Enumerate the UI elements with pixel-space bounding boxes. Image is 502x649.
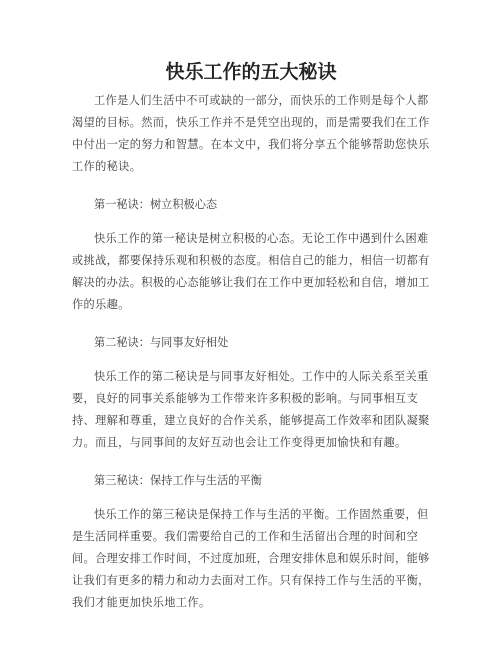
document-title: 快乐工作的五大秘诀 [165,61,337,83]
section-1-body: 快乐工作的第一秘诀是树立积极的心态。无论工作中遇到什么困难或挑战，都要保持乐观和积极的态度。相信自己的能力，相信一切都有解决的办法。积极的心态能够让我们在工作中更加轻松和自信，增加工作的乐趣。 [72,232,430,311]
section-3-body: 快乐工作的第三秘诀是保持工作与生活的平衡。工作固然重要，但是生活同样重要。我们需要给自己的工作和生活留出合理的时间和空间。合理安排工作时间，不过度加班，合理安排休息和娱乐时间，能够让我们有更多的精力和动力去面对工作。只有保持工作与生活的平衡，我们才能更加快乐地工作。 [72,508,430,609]
section-2-heading: 第二秘诀：与同事友好相处 [94,336,229,349]
section-3-heading: 第三秘诀：保持工作与生活的平衡 [94,474,262,487]
intro-paragraph: 工作是人们生活中不可或缺的一部分，而快乐的工作则是每个人都渴望的目标。然而，快乐工作并不是凭空出现的，而是需要我们在工作中付出一定的努力和智慧。在本文中，我们将分享五个能够帮助您快乐工作的秘诀。 [72,94,430,173]
section-2-body: 快乐工作的第二秘诀是与同事友好相处。工作中的人际关系至关重要，良好的同事关系能够为工作带来许多积极的影响。与同事相互支持、理解和尊重，建立良好的合作关系，能够提高工作效率和团队凝聚力。而且，与同事间的友好互动也会让工作变得更加愉快和有趣。 [72,370,430,449]
section-1-heading: 第一秘诀：树立积极心态 [94,198,218,211]
